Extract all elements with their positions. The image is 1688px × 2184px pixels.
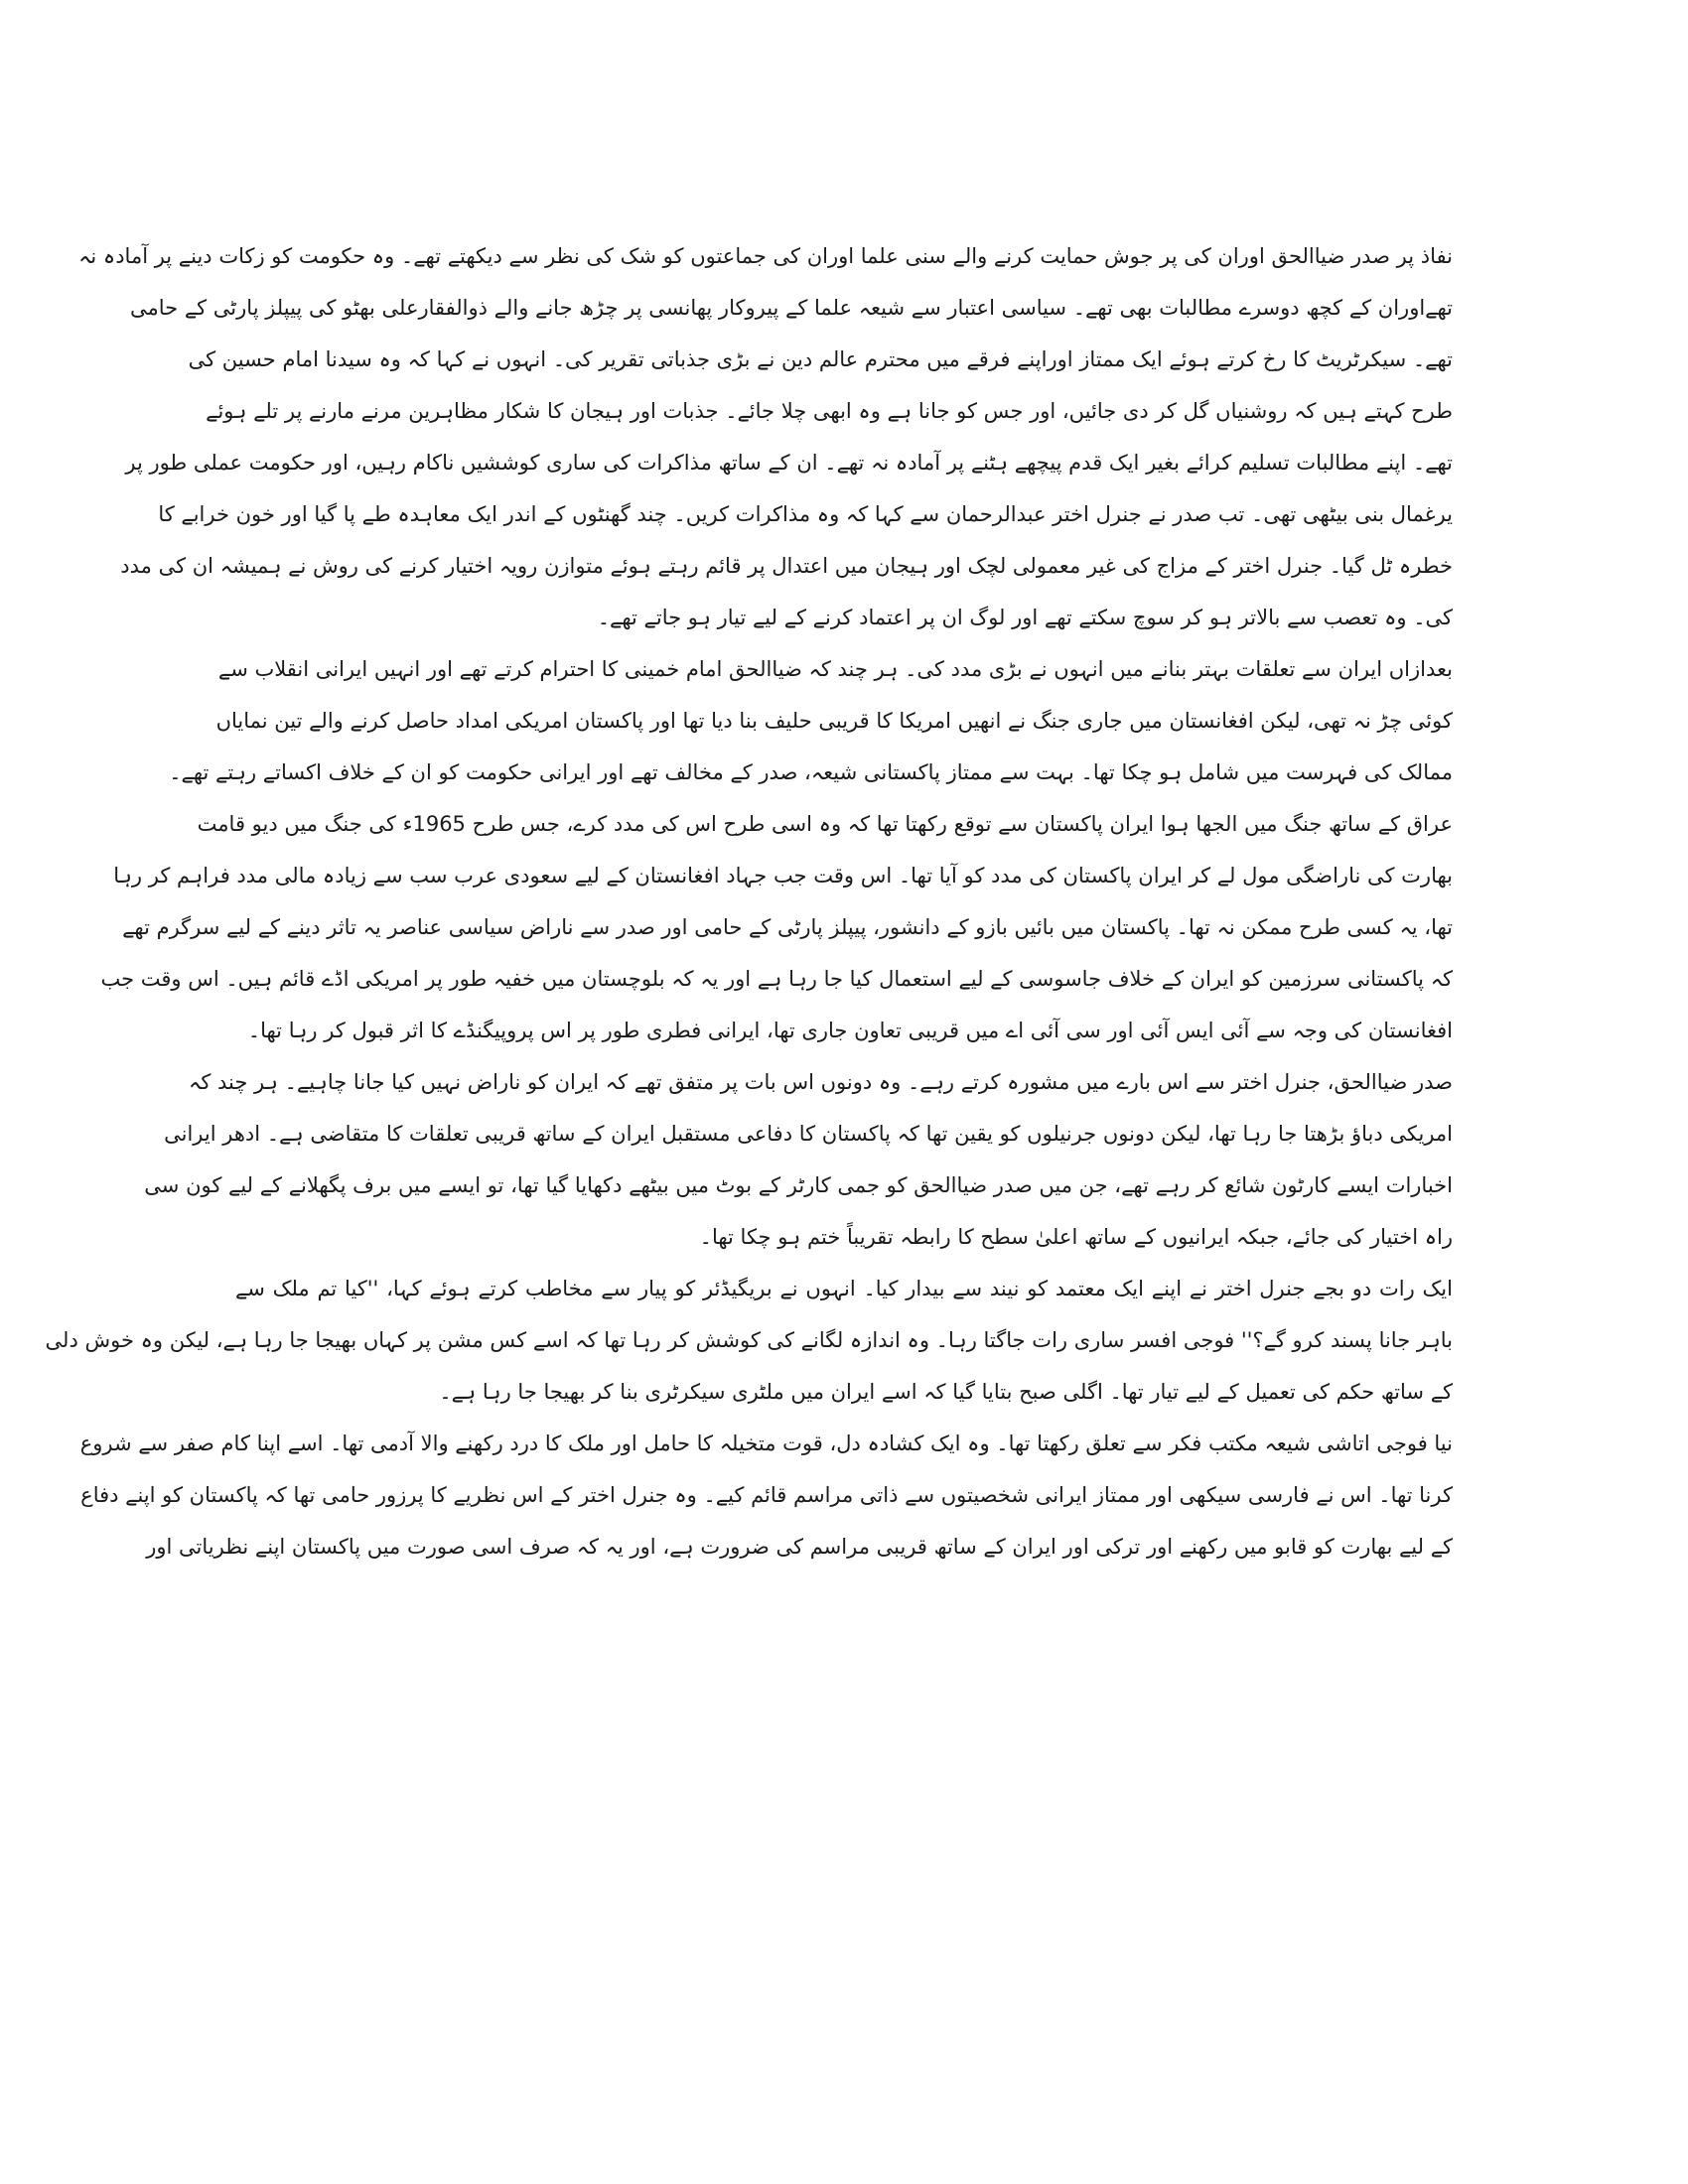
text-line: اخبارات ایسے کارٹون شائع کر رہے تھے، جن میں صدر ضیاالحق کو جمی کارٹر کے بوٹ میں بیٹھے دکھایا گیا تھا، تو ایسے میں برف پگھلانے کے لیے کون سی [144, 1173, 1453, 1197]
text-line: کرنا تھا۔ اس نے فارسی سیکھی اور ممتاز ایرانی شخصیتوں سے ذاتی مراسم قائم کیے۔ وہ جنرل اختر کے اس نظریے کا پرزور حامی تھا کہ پاکستان کو اپنے دفاع [80, 1483, 1453, 1507]
paragraph-2 [100, 643, 1453, 1056]
text-line: کے لیے بھارت کو قابو میں رکھنے اور ترکی اور ایران کے ساتھ قریبی مراسم کی ضرورت ہے، اور یہ کہ صرف اسی صورت میں پاکستان اپنے نظریاتی اور [146, 1535, 1453, 1559]
text-line: نیا فوجی اتاشی شیعہ مکتب فکر سے تعلق رکھتا تھا۔ وہ ایک کشادہ دل، قوت متخیلہ کا حامل اور ملک کا درد رکھنے والا آدمی تھا۔ اسے اپنا کام صفر سے شروع [79, 1432, 1453, 1455]
text-line: بھارت کی ناراضگی مول لے کر ایران پاکستان کی مدد کو آیا تھا۔ اس وقت جب جہاد افغانستان کے لیے سعودی عرب سب سے زیادہ مالی مدد فراہم کر رہا [113, 864, 1453, 887]
text-line: ممالک کی فہرست میں شامل ہو چکا تھا۔ بہت سے ممتاز پاکستانی شیعہ، صدر کے مخالف تھے اور ایرانی حکومت کو ان کے خلاف اکساتے رہتے تھے۔ [169, 760, 1453, 784]
text-line: امریکی دباؤ بڑھتا جا رہا تھا، لیکن دونوں جرنیلوں کو یقین تھا کہ پاکستان کا دفاعی مستقبل ایران کے ساتھ قریبی تعلقات کا متقاضی ہے۔ ادھر ایرانی [164, 1122, 1453, 1146]
text-line: عراق کے ساتھ جنگ میں الجھا ہوا ایران پاکستان سے توقع رکھتا تھا کہ وہ اسی طرح اس کی مدد کرے، جس طرح 1965ء کی جنگ میں دیو قامت [197, 812, 1453, 836]
text-line: تھےاوران کے کچھ دوسرے مطالبات بھی تھے۔ سیاسی اعتبار سے شیعہ علما کے پیروکار پھانسی پر چڑھ جانے والے ذوالفقارعلی بھٹو کی پیپلز پارٹی کے حامی [130, 296, 1453, 320]
text-line: تھے۔ اپنے مطالبات تسلیم کرائے بغیر ایک قدم پیچھے ہٹنے پر آمادہ نہ تھے۔ ان کے ساتھ مذاکرات کی ساری کوششیں ناکام رہیں، اور حکومت عملی طور پر [125, 451, 1453, 475]
text-line: ایک رات دو بجے جنرل اختر نے اپنے ایک معتمد کو نیند سے بیدار کیا۔ انہوں نے بریگیڈئر کو پیار سے مخاطب کرتے ہوئے کہا، ''کیا تم ملک سے [235, 1277, 1453, 1300]
text-line: کے ساتھ حکم کی تعمیل کے لیے تیار تھا۔ اگلی صبح بتایا گیا کہ اسے ایران میں ملٹری سیکرٹری بنا کر بھیجا جا رہا ہے۔ [439, 1380, 1453, 1404]
text-line: طرح کہتے ہیں کہ روشنیاں گل کر دی جائیں، اور جس کو جانا ہے وہ ابھی چلا جائے۔ جذبات اور ہیجان کا شکار مظاہرین مرنے مارنے پر تلے ہوئے [206, 399, 1453, 423]
text-line: راہ اختیار کی جائے، جبکہ ایرانیوں کے ساتھ اعلیٰ سطح کا رابطہ تقریباً ختم ہو چکا تھا۔ [699, 1225, 1453, 1249]
paragraph-3 [144, 1056, 1453, 1263]
paragraph-4 [45, 1263, 1453, 1418]
paragraph-5 [79, 1418, 1453, 1572]
text-line: تھے۔ سیکرٹریٹ کا رخ کرتے ہوئے ایک ممتاز اوراپنے فرقے میں محترم عالم دین نے بڑی جذباتی تقریر کی۔ انہوں نے کہا کہ وہ سیدنا امام حسین کی [188, 347, 1453, 371]
text-line: کی۔ وہ تعصب سے بالاتر ہو کر سوچ سکتے تھے اور لوگ ان پر اعتماد کرنے کے لیے تیار ہو جاتے تھے۔ [597, 606, 1453, 629]
text-line: کوئی چڑ نہ تھی، لیکن افغانستان میں جاری جنگ نے انھیں امریکا کا قریبی حلیف بنا دیا تھا اور پاکستان امریکی امداد حاصل کرنے والے تین نمایاں [215, 709, 1453, 733]
text-line: تھا، یہ کسی طرح ممکن نہ تھا۔ پاکستان میں بائیں بازو کے دانشور، پیپلز پارٹی کے حامی اور صدر سے ناراض سیاسی عناصر یہ تاثر دینے کے لیے سرگرم تھے [122, 915, 1453, 939]
text-line: باہر جانا پسند کرو گے؟'' فوجی افسر ساری رات جاگتا رہا۔ وہ اندازہ لگانے کی کوشش کر رہا تھا کہ اسے کس مشن پر کہاں بھیجا جا رہا ہے، لیکن وہ خوش دلی [45, 1328, 1453, 1352]
text-line: صدر ضیاالحق، جنرل اختر سے اس بارے میں مشورہ کرتے رہے۔ وہ دونوں اس بات پر متفق تھے کہ ایران کو ناراض نہیں کیا جانا چاہیے۔ ہر چند کہ [189, 1070, 1453, 1094]
text-line: افغانستان کی وجہ سے آئی ایس آئی اور سی آئی اے میں قریبی تعاون جاری تھا، ایرانی فطری طور پر اس پروپیگنڈے کا اثر قبول کر رہا تھا۔ [247, 1019, 1453, 1042]
text-line: کہ پاکستانی سرزمین کو ایران کے خلاف جاسوسی کے لیے استعمال کیا جا رہا ہے اور یہ کہ بلوچستان میں خفیہ طور پر امریکی اڈے قائم ہیں۔ اس وقت جب [100, 967, 1453, 991]
text-line: بعدازاں ایران سے تعلقات بہتر بنانے میں انہوں نے بڑی مدد کی۔ ہر چند کہ ضیاالحق امام خمینی کا احترام کرتے تھے اور انہیں ایرانی انقلاب سے [217, 657, 1453, 681]
text-line: خطرہ ٹل گیا۔ جنرل اختر کے مزاج کی غیر معمولی لچک اور ہیجان میں اعتدال پر قائم رہتے ہوئے متوازن رویہ اختیار کرنے کی روش نے ہمیشہ ان کی مدد [120, 554, 1453, 578]
body-text [45, 230, 1453, 1572]
paragraph-1 [78, 230, 1453, 643]
text-line: یرغمال بنی بیٹھی تھی۔ تب صدر نے جنرل اختر عبدالرحمان سے کہا کہ وہ مذاکرات کریں۔ چند گھنٹوں کے اندر ایک معاہدہ طے پا گیا اور خون خرابے کا [158, 502, 1453, 526]
text-line: نفاذ پر صدر ضیاالحق اوران کی پر جوش حمایت کرنے والے سنی علما اوران کی جماعتوں کو شک کی نظر سے دیکھتے تھے۔ وہ حکومت کو زکات دینے پر آمادہ نہ [78, 244, 1453, 268]
